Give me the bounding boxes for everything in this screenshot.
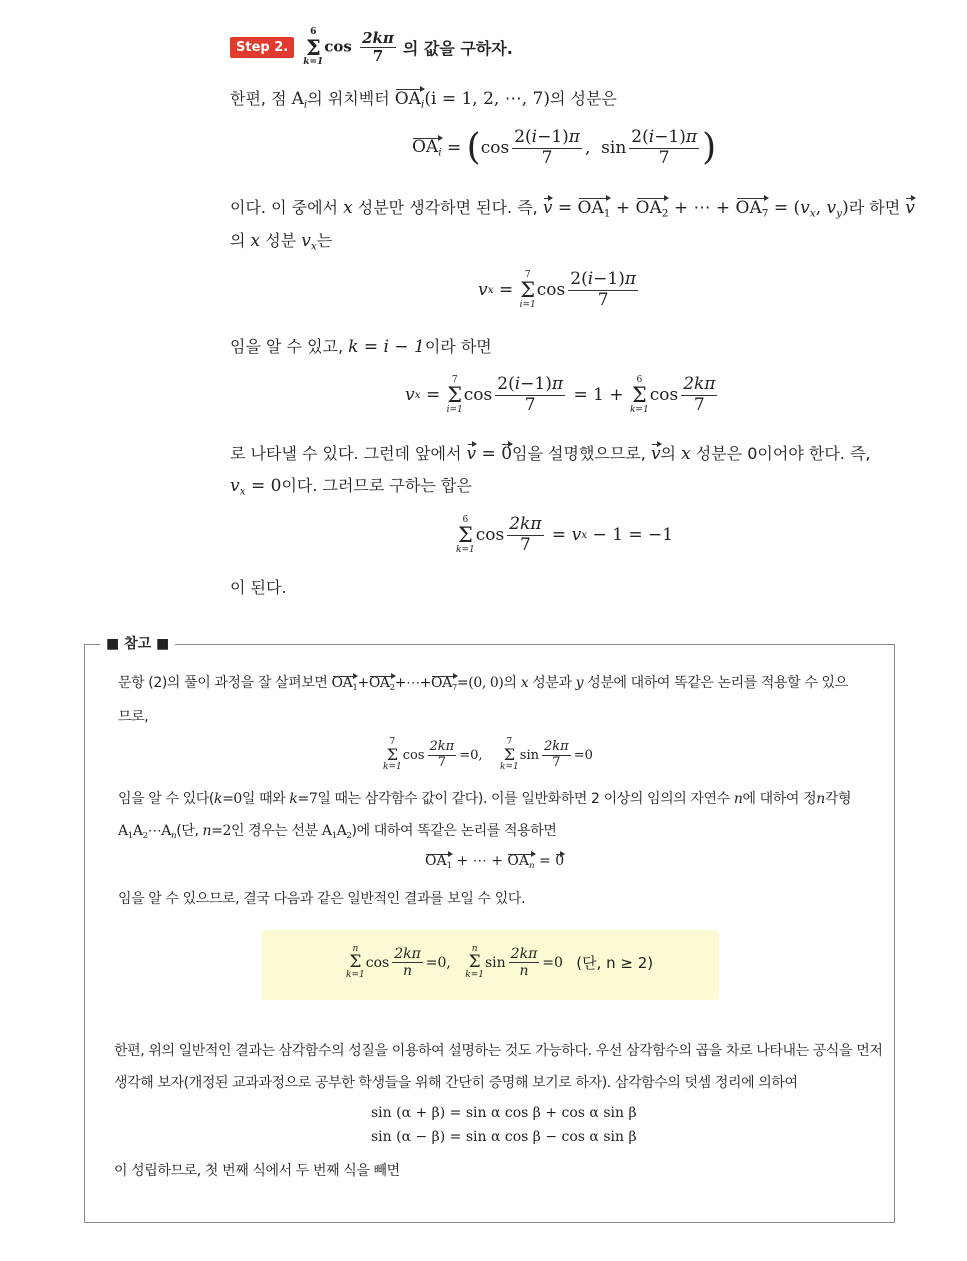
note-line-4: $A_1A_2\cdots A_n$(단, n=2인 경우는 선분 $A_1A_2$)에 대하여 똑같은 논리를 적용하면: [118, 823, 557, 842]
para2-mid: 성분만 생각하면 된다. 즉,: [352, 198, 543, 217]
para-4: 로 나타낼 수 있다. 그런데 앞에서 v = 0임을 설명했으므로, v의 x 성분은 0이어야 한다. 즉,: [230, 443, 871, 467]
step-heading: [230, 28, 513, 67]
note-eq-vector-zero: $OA_1$ + ⋯ + $OA_n = 0$: [425, 853, 565, 872]
note-line-3: 임을 알 수 있다(k=0일 때와 k=7일 때는 삼각함수 값이 같다). 이를 일반화하면 2 이상의 임의의 자연수 n에 대하여 정n각형: [118, 791, 852, 807]
note-title: ■ 참고 ■: [100, 633, 175, 653]
para1-lead: 한편, 점: [230, 89, 292, 108]
eq-vx-sum: v x = 7 Σ i=1 cos $\frac{2(i-1)\pi}{7}$: [478, 269, 637, 310]
note-line-5: 임을 알 수 있으므로, 결국 다음과 같은 일반적인 결과를 보일 수 있다.: [118, 891, 525, 907]
para1-tail: 의 성분은: [549, 89, 617, 108]
note-line-6: 한편, 위의 일반적인 결과는 삼각함수의 성질을 이용하여 설명하는 것도 가능하다. 우선 삼각함수의 곱을 차로 나타내는 공식을 먼저: [114, 1043, 883, 1059]
eq-final-sum: 6 Σ k=1 cos $\frac{2k\pi}{7}$ = v x − 1 = −1: [456, 514, 674, 555]
note-formula-1: sin (α + β) = sin α cos β + cos α sin β: [371, 1105, 637, 1121]
para-2-line2: 의 x 성분 $v_x$는: [230, 231, 333, 253]
note-line-8: 이 성립하므로, 첫 번째 식에서 두 번째 식을 빼면: [114, 1163, 400, 1179]
note-line-7: 생각해 보자(개정된 교과과정으로 공부한 학생들을 위해 간단히 증명해 보기로 하자). 삼각함수의 덧셈 정리에 의하여: [114, 1075, 798, 1091]
step-title: 의 값을 구하자.: [402, 39, 513, 58]
para1-mid: 의 위치벡터: [307, 89, 395, 108]
para1-args: (i = 1, 2, ⋯, 7): [424, 89, 550, 109]
note-line-2: 므로,: [118, 709, 149, 725]
note-eq-cos-sin-7: 7 Σ k=1 cos $\frac{2k\pi}{7}$ =0, 7 Σ k=1 sin $\frac{2k\pi}{7}$ =0: [383, 737, 593, 772]
para-2: 이다. 이 중에서 x 성분만 생각하면 된다. 즉, $v = OA_1 + OA_2$ + ⋯ + $OA_7 = (v_x$, $v_y$)라 하면 v: [230, 198, 915, 220]
para2-lead: 이다. 이 중에서: [230, 198, 344, 217]
para-1: 한편, 점 $A_i$의 위치벡터 $OA_i(i = 1$, 2, ⋯, 7)의 성분은: [230, 89, 617, 111]
para-3: 임을 알 수 있고, k = i − 1이라 하면: [230, 337, 492, 357]
eq-position-vector: $OA_i$ = ( cos $\frac{2(i-1)\pi}{7}$ , sin $\frac{2(i-1)\pi}{7}$ ): [412, 127, 717, 169]
step-formula: 6 Σ k=1 cos $\frac{2k\pi}{7}$: [303, 27, 394, 67]
para-5: 이 된다.: [230, 578, 287, 597]
note-formula-2: sin (α − β) = sin α cos β − cos α sin β: [371, 1129, 637, 1145]
note-line-1: 문항 (2)의 풀이 과정을 잘 살펴보면 $OA_1+OA_2+\cdots+OA_7=(0$, 0)의 x 성분과 y 성분에 대하여 똑같은 논리를 적용할 수 있으: [118, 675, 848, 694]
para2-tail: 라 하면: [848, 198, 906, 217]
para-4-line2: $v_x = 0$이다. 그러므로 구하는 합은: [230, 476, 472, 498]
note-eq-general: n Σ k=1 cos $\frac{2k\pi}{n}$ =0, n Σ k=1 sin $\frac{2k\pi}{n}$ =0 (단, n ≥ 2): [346, 944, 654, 980]
step-badge: Step 2.: [230, 37, 294, 58]
eq-vx-shift: v x = 7 Σ i=1 cos $\frac{2(i-1)\pi}{7}$ = 1 + 6 Σ k=1 cos $\frac{2k\pi}{7}$: [405, 374, 716, 415]
